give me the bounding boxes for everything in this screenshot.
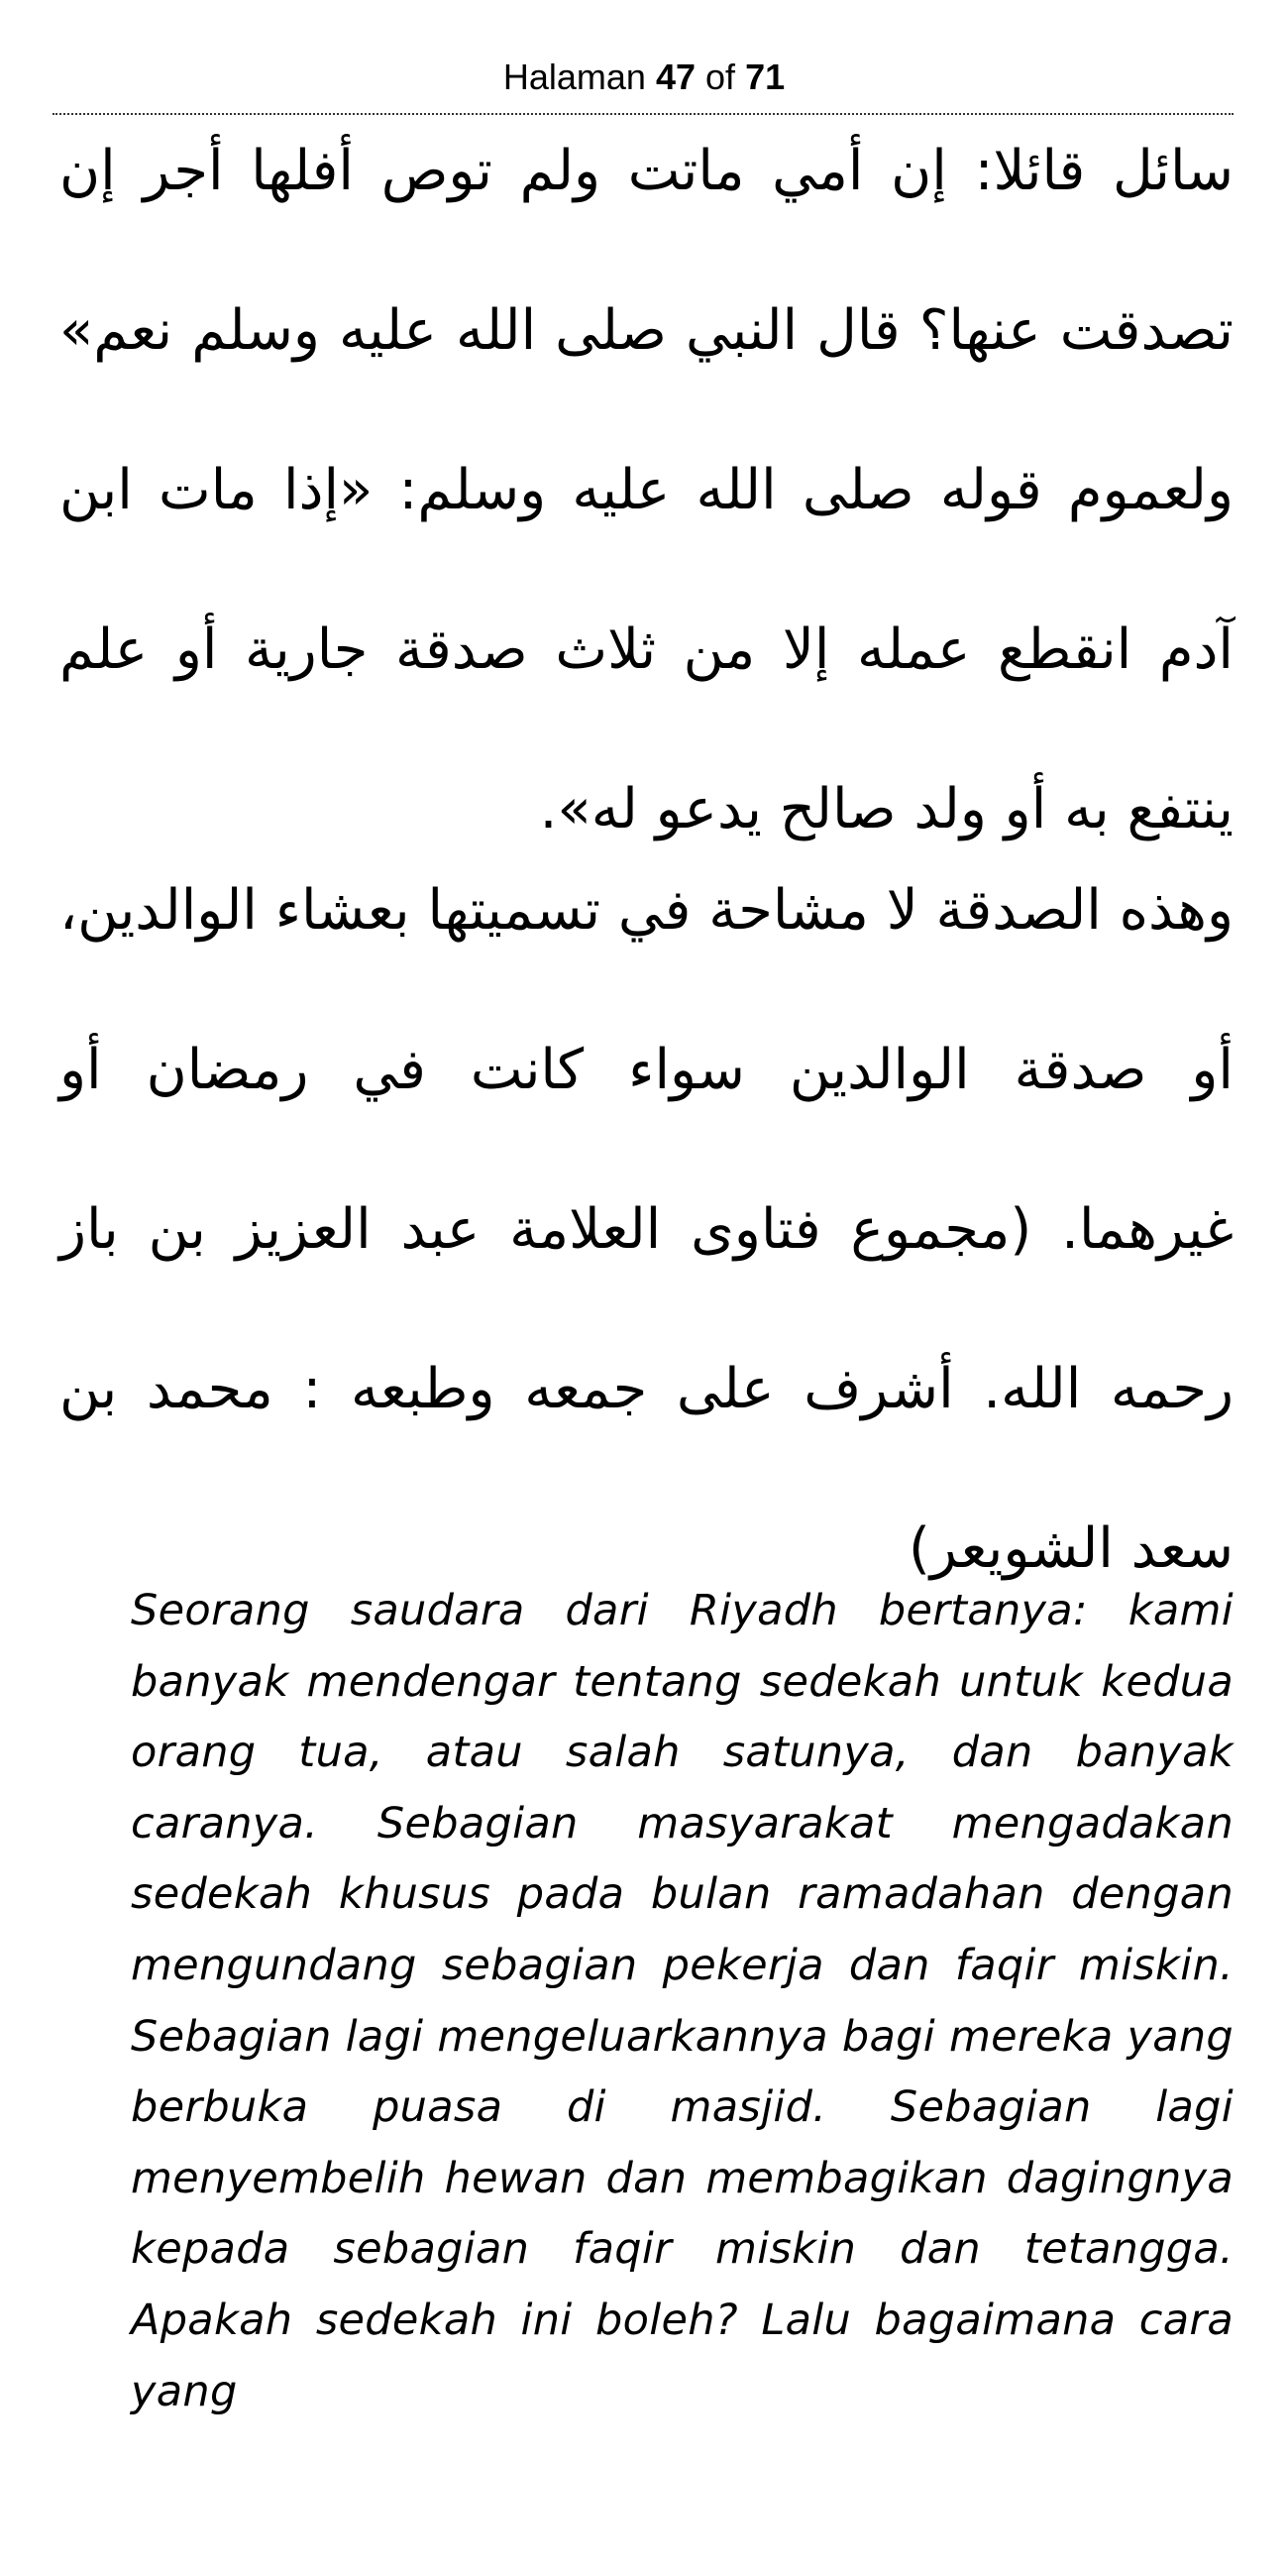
- page-of-label: of: [705, 56, 736, 97]
- total-pages-number: 71: [745, 56, 786, 97]
- arabic-paragraph-1: سائل قائلا: إن أمي ماتت ولم توص أفلها أجر إن تصدقت عنها؟ قال النبي صلى الله عليه وسلم نعم» ولعموم قوله صلى الله عليه وسلم: «إذا مات ابن آدم انقطع عمله إلا من ثلاث صدقة جارية أو علم ينتفع به أو ولد صالح يدعو له».: [59, 139, 1234, 841]
- current-page-number: 47: [655, 56, 697, 97]
- indonesian-translation-paragraph: Seorang saudara dari Riyadh bertanya: kami banyak mendengar tentang sedekah untuk kedua orang tua, atau salah satunya, dan banyak caranya. Sebagian masyarakat mengadakan sedekah khusus pada bulan ramadahan dengan mengundang sebagian pekerja dan faqir miskin. Sebagian lagi mengeluarkannya bagi mereka yang berbuka puasa di masjid. Sebagian lagi menyembelih hewan dan membagikan dagingnya kepada sebagian faqir miskin dan tetangga. Apakah sedekah ini boleh? Lalu bagaimana cara yang: [131, 1586, 1234, 2416]
- page-label: Halaman: [502, 56, 646, 97]
- arabic-paragraph-2: وهذه الصدقة لا مشاحة في تسميتها بعشاء الوالدين، أو صدقة الوالدين سواء كانت في رمضان أو غيرهما. (مجموع فتاوى العلامة عبد العزيز بن باز رحمه الله. أشرف على جمعه وطبعه : محمد بن سعد الشويعر): [59, 878, 1234, 1581]
